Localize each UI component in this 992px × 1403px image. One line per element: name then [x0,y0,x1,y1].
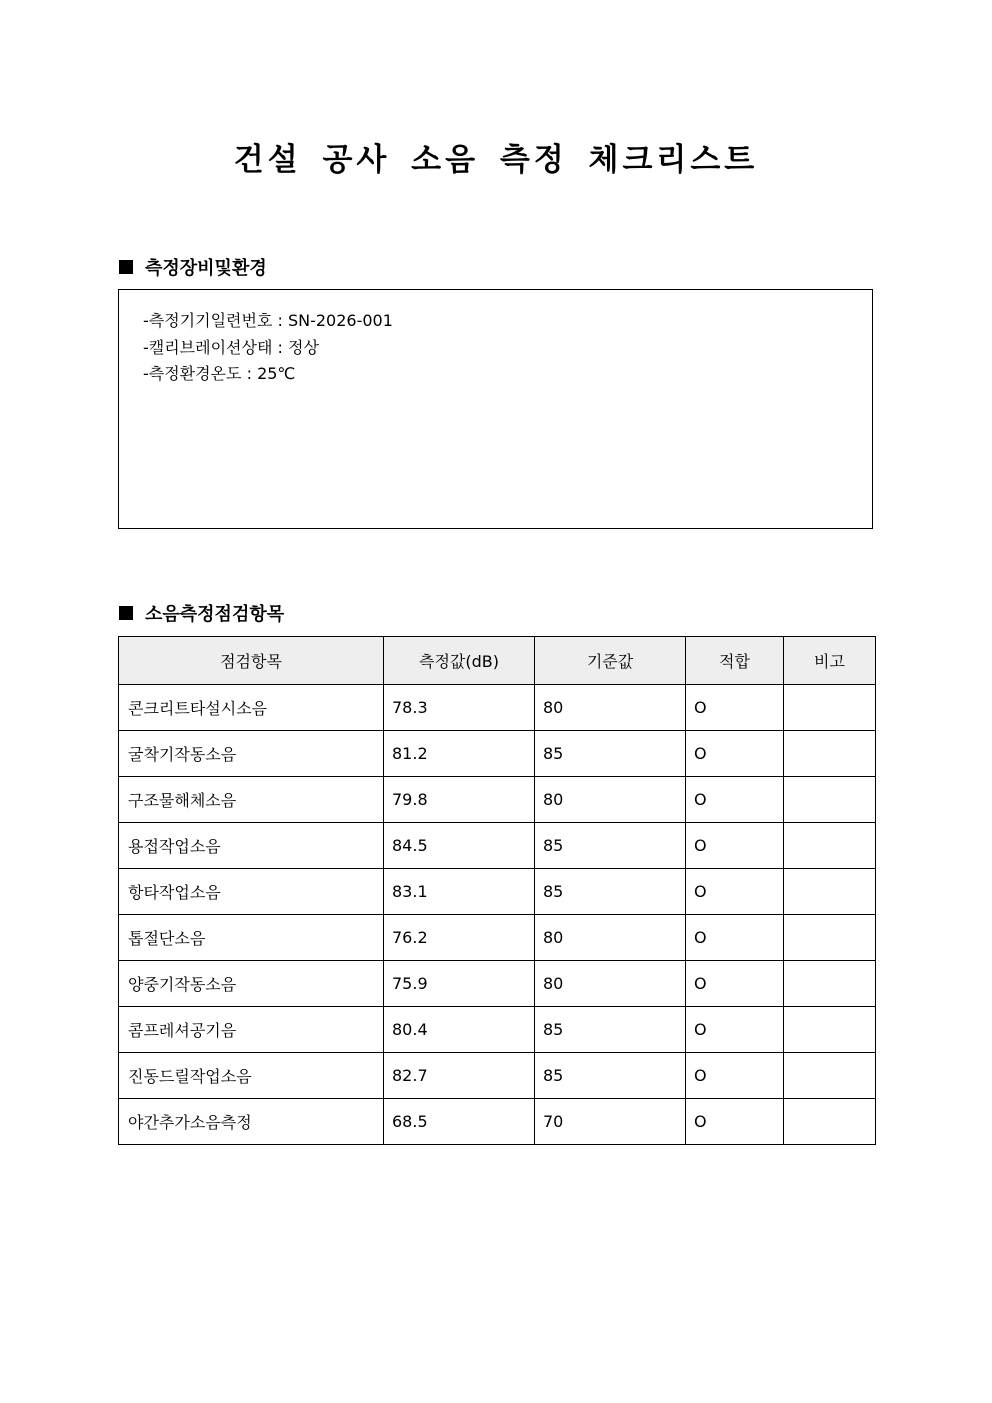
standard-cell: 85 [535,823,686,869]
square-bullet-icon [119,260,133,274]
measured-cell: 75.9 [384,961,535,1007]
pass-cell: O [686,685,784,731]
standard-cell: 85 [535,1053,686,1099]
pass-cell: O [686,823,784,869]
note-cell [784,869,876,915]
table-row [119,1099,876,1145]
standard-cell: 70 [535,1099,686,1145]
pass-cell: O [686,869,784,915]
item-cell: 용접작업소음 [119,823,384,869]
pass-cell: O [686,777,784,823]
table-row [119,1007,876,1053]
checklist-section-heading-text: 소음측정점검항목 [145,604,285,625]
standard-cell: 85 [535,1007,686,1053]
measured-cell: 80.4 [384,1007,535,1053]
pass-cell: O [686,731,784,777]
note-cell [784,1053,876,1099]
note-cell [784,1099,876,1145]
column-header-item: 점검항목 [119,637,384,685]
noise-checklist-table [118,636,876,1145]
measured-cell: 81.2 [384,731,535,777]
item-cell: 콤프레셔공기음 [119,1007,384,1053]
note-cell [784,915,876,961]
table-row [119,823,876,869]
document-title: 건설 공사 소음 측정 체크리스트 [233,142,759,178]
measured-cell: 83.1 [384,869,535,915]
item-cell: 콘크리트타설시소음 [119,685,384,731]
square-bullet-icon [119,606,133,620]
equipment-section-heading [119,254,267,280]
measured-cell: 79.8 [384,777,535,823]
equipment-section-heading-text: 측정장비및환경 [145,258,267,279]
column-header-standard: 기준값 [535,637,686,685]
item-cell: 굴착기작동소음 [119,731,384,777]
table-row [119,731,876,777]
standard-cell: 80 [535,685,686,731]
note-cell [784,777,876,823]
standard-cell: 80 [535,961,686,1007]
note-cell [784,731,876,777]
table-row [119,915,876,961]
table-row [119,1053,876,1099]
calibration-status-line: -캘리브레이션상태 : 정상 [143,337,319,357]
item-cell: 항타작업소음 [119,869,384,915]
standard-cell: 85 [535,731,686,777]
table-row [119,869,876,915]
measured-cell: 76.2 [384,915,535,961]
note-cell [784,1007,876,1053]
pass-cell: O [686,915,784,961]
standard-cell: 80 [535,777,686,823]
measured-cell: 84.5 [384,823,535,869]
item-cell: 진동드릴작업소음 [119,1053,384,1099]
temperature-line: -측정환경온도 : 25℃ [143,364,296,383]
measured-cell: 78.3 [384,685,535,731]
note-cell [784,685,876,731]
standard-cell: 80 [535,915,686,961]
column-header-measured: 측정값(dB) [384,637,535,685]
column-header-note: 비고 [784,637,876,685]
note-cell [784,823,876,869]
note-cell [784,961,876,1007]
item-cell: 양중기작동소음 [119,961,384,1007]
pass-cell: O [686,1007,784,1053]
table-row [119,685,876,731]
pass-cell: O [686,1053,784,1099]
equipment-info-box [118,289,873,529]
pass-cell: O [686,961,784,1007]
standard-cell: 85 [535,869,686,915]
item-cell: 야간추가소음측정 [119,1099,384,1145]
serial-number-line: -측정기기일련번호 : SN-2026-001 [143,311,393,330]
table-row [119,777,876,823]
item-cell: 톱절단소음 [119,915,384,961]
checklist-section-heading [119,600,284,626]
table-row [119,961,876,1007]
column-header-pass: 적합 [686,637,784,685]
measured-cell: 68.5 [384,1099,535,1145]
item-cell: 구조물해체소음 [119,777,384,823]
pass-cell: O [686,1099,784,1145]
measured-cell: 82.7 [384,1053,535,1099]
table-header-row [119,637,876,685]
